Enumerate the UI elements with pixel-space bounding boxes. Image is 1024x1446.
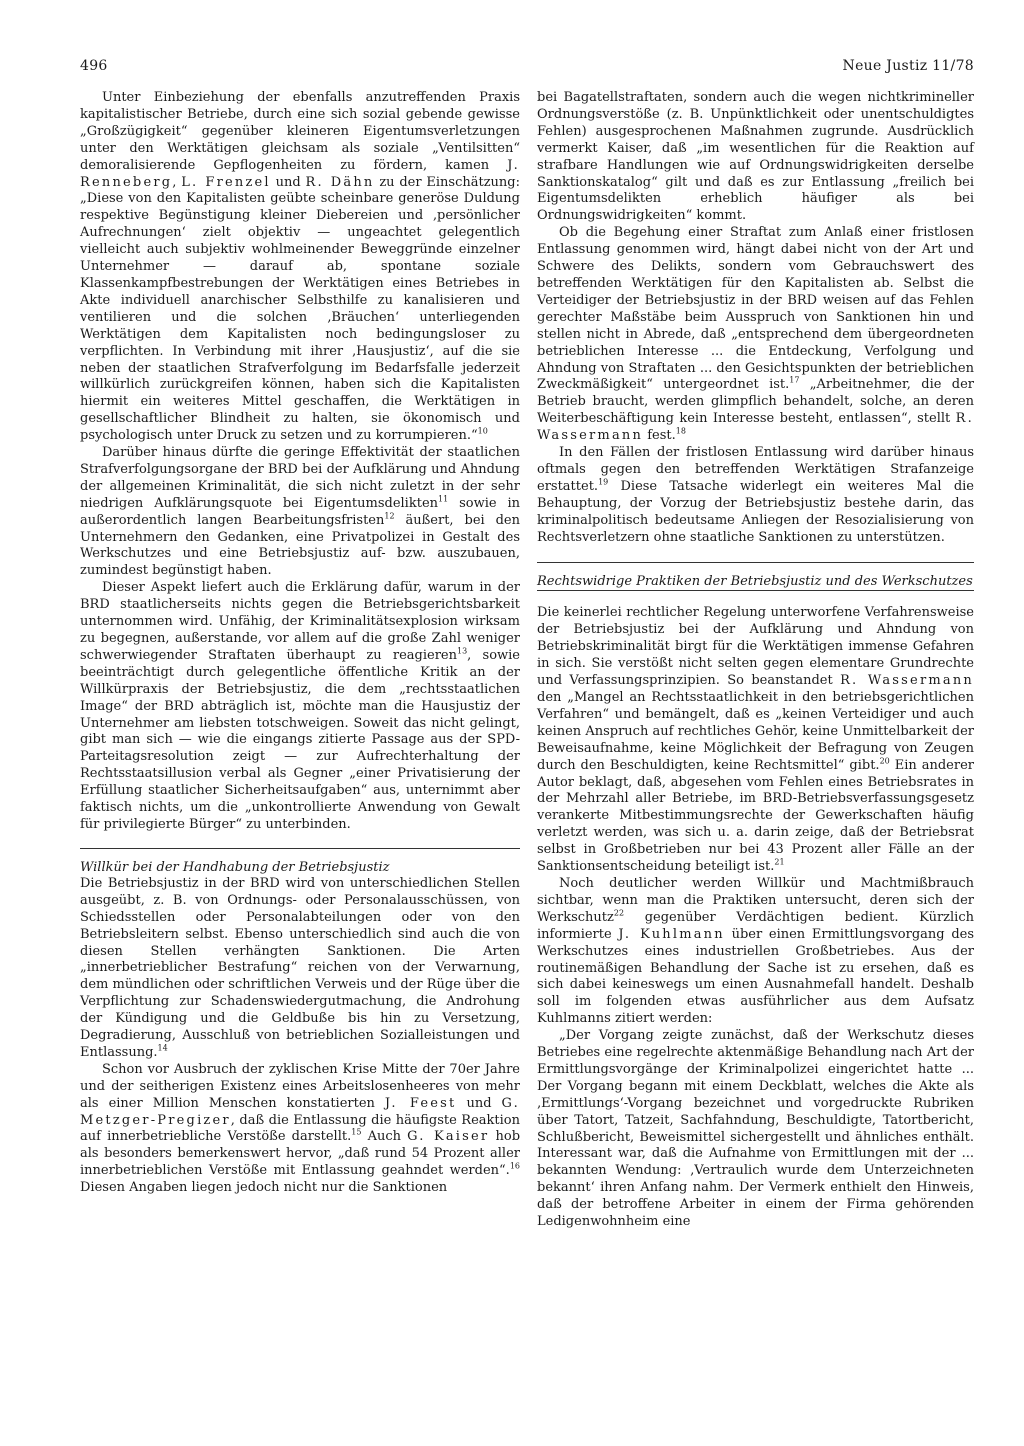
paragraph: bei Bagatellstraftaten, sondern auch die wegen nichtkrimineller Ordnungsverstöße (z. B. Unpünktlichkeit oder unentschuldigtes Fehlen) ausgesprochenen Maßnahmen zugrunde. Ausdrücklich vermerkt Kaiser, daß „im wesentlichen für die Reaktion auf strafbare Handlungen wie auf Ordnungswidrigkeiten derselbe Sanktionskatalog“ gilt und daß es zur Entlassung „freilich bei Eigentumsdelikten erheblich häufiger als bei Ordnungswidrigkeiten“ kommt. bbox=[537, 90, 974, 224]
section-divider bbox=[537, 590, 974, 591]
quotation-paragraph: „Der Vorgang zeigte zunächst, daß der Werkschutz dieses Betriebes eine regelrechte aktenmäßige Behandlung nach Art der Ermittlungsvorgänge der Kriminalpolizei eingerichtet hatte ... Der Vorgang begann mit einem Deckblatt, welches die Akte als ‚Ermittlungs‘-Vorgang bezeichnet und vorgedruckte Rubriken über Tatort, Tatzeit, Sachfahndung, Beschuldigte, Tatortbericht, Schlußbericht, Beweismittel sichergestellt und ähnliches enthält. Interessant war, daß die Aufnahme von Ermittlungen mit der ... bekannten Wendung: ‚Vertraulich wurde dem Unterzeichneten bekannt‘ ihren Anfang nahm. Der Vermerk enthielt den Hinweis, daß der betroffene Arbeiter in einem der Firma gehörenden Ledigenwohnheim eine bbox=[537, 1028, 974, 1230]
author-name: R. Wassermann bbox=[537, 411, 974, 444]
author-name: J. Kuhlmann bbox=[618, 926, 725, 942]
section-divider bbox=[537, 562, 974, 563]
journal-issue: Neue Justiz 11/78 bbox=[842, 58, 974, 74]
footnote-ref: 13 bbox=[456, 646, 468, 656]
section-divider bbox=[80, 848, 520, 849]
footnote-ref: 15 bbox=[351, 1128, 362, 1138]
author-name: R. Wassermann bbox=[840, 673, 974, 689]
footnote-ref: 11 bbox=[438, 494, 449, 504]
paragraph: Noch deutlicher werden Willkür und Machtmißbrauch sichtbar, wenn man die Praktiken untersucht, deren sich der Werkschutz$^{22}$ gegenüber Verdächtigen bedient. Kürzlich informierte J. Kuhlmann über einen Ermittlungsvorgang des Werkschutzes eines industriellen Großbetriebes. Aus der routinemäßigen Behandlung der Sache ist zu ersehen, daß es sich dabei keineswegs um einen Ausnahmefall handelt. Deshalb soll im folgenden etwas ausführlicher aus dem Aufsatz Kuhlmanns zitiert werden: bbox=[537, 875, 975, 1027]
left-column bbox=[80, 90, 520, 1197]
running-header bbox=[80, 58, 974, 82]
right-column bbox=[537, 90, 974, 1231]
paragraph: In den Fällen der fristlosen Entlassung wird darüber hinaus oftmals gegen den betreffenden Werktätigen Strafanzeige erstattet.$^{19}$ Diese Tatsache widerlegt ein weiteres Mal die Behauptung, der Vorzug der Betriebsjustiz bestehe darin, das kriminalpolitisch bedeutsame Anliegen der Resozialisierung von Rechtsverletzern ohne staatliche Sanktionen zu unterstützen. bbox=[537, 445, 974, 545]
paragraph: Dieser Aspekt liefert auch die Erklärung dafür, warum in der BRD staatlicherseits nichts gegen die Betriebsgerichtsbarkeit unternommen wird. Unfähig, der Kriminalitätsexplosion wirksam zu begegnen, außerstande, vor allem auf die große Zahl weniger schwerwiegender Straftaten überhaupt zu reagieren$^{13}$, sowie beeinträchtigt durch gelegentliche öffentliche Kritik an der Willkürpraxis der Betriebsjustiz, die dem „rechtsstaatlichen Image“ der BRD abträglich ist, möchte man die Hausjustiz der Unternehmer am liebsten totschweigen. Soweit das nicht gelingt, gibt man sich — wie die eingangs zitierte Passage aus der SPD-Parteitagsresolution zeigt — zur Aufrechterhaltung der Rechtsstaatsillusion verbal als Gegner „einer Privatisierung der Erfüllung staatlicher Sicherheitsaufgaben“ aus, unternimmt aber faktisch nichts, um die „unkontrollierte Anwendung von Gewalt für privilegierte Bürger“ zu unterbinden. bbox=[80, 580, 520, 832]
paragraph: Darüber hinaus dürfte die geringe Effektivität der staatlichen Strafverfolgungsorgane der BRD bei der Aufklärung und Ahndung der allgemeinen Kriminalität, die sich nicht zuletzt in der sehr niedrigen Aufklärungsquote bei Eigentumsdelikten$^{11}$ sowie in außerordentlich langen Bearbeitungsfristen$^{12}$ äußert, bei den Unternehmern den Gedanken, eine Privatpolizei in Gestalt des Werkschutzes und eine Betriebsjustiz auf- bzw. auszubauen, zumindest begünstigt haben. bbox=[80, 445, 521, 579]
paragraph: Schon vor Ausbruch der zyklischen Krise Mitte der 70er Jahre und der seitherigen Existenz eines Arbeitslosenheeres von mehr als einer Million Menschen konstatierten J. Feest und G. Metzger-Pregizer, daß die Entlassung die häufigste Reaktion auf innerbetriebliche Verstöße darstellt.$^{15}$ Auch G. Kaiser hob als besonders bemerkenswert hervor, „daß rund 54 Prozent aller innerbetrieblichen Verstöße mit Entlassung geahndet werden“.$^{16}$ Diesen Angaben liegen jedoch nicht nur die Sanktionen bbox=[80, 1061, 521, 1196]
paragraph: Die Betriebsjustiz in der BRD wird von unterschiedlichen Stellen ausgeübt, z. B. von Ordnungs- oder Personalausschüssen, von Schiedsstellen oder Personalabteilungen oder von den Betriebsleitern selbst. Ebenso unterschiedlich sind auch die von diesen Stellen verhängten Sanktionen. Die Arten „innerbetrieblicher Bestrafung“ reichen von der Verwarnung, dem mündlichen oder schriftlichen Verweis und der Rüge über die Verpflichtung zur Schadenswiedergutmachung, die Androhung der Kündigung und die Geldbuße bis hin zu Versetzung, Degradierung, Ausschluß von betrieblichen Sozialleistungen und Entlassung.$^{14}$ bbox=[80, 875, 520, 1060]
footnote-ref: 20 bbox=[879, 756, 890, 766]
author-name: J. Renneberg bbox=[80, 157, 520, 190]
footnote-ref: 21 bbox=[774, 857, 785, 867]
footnote-ref: 22 bbox=[613, 908, 625, 918]
page-number: 496 bbox=[80, 58, 108, 74]
author-name: G. Metzger-Pregizer bbox=[80, 1095, 520, 1128]
footnote-ref: 17 bbox=[789, 376, 800, 386]
section-heading: Rechtswidrige Praktiken der Betriebsjustiz und des Werkschutzes bbox=[537, 574, 973, 590]
author-name: L. Frenzel bbox=[181, 174, 271, 190]
author-name: J. Feest bbox=[384, 1095, 457, 1111]
paragraph: Die keinerlei rechtlicher Regelung unterworfene Verfahrensweise der Betriebsjustiz bei der Aufklärung und Ahndung von Betriebskriminalität birgt für die Werktätigen immense Gefahren in sich. Sie verstößt nicht selten gegen elementare Grundrechte und Verfassungsprinzipien. So beanstandet R. Wassermann den „Mangel an Rechtsstaatlichkeit in den betriebsgerichtlichen Verfahren“ und bemängelt, daß es „keinen Verteidiger und auch keinen Anspruch auf rechtliches Gehör, keine Unmittelbarkeit der Beweisaufnahme, keine Möglichkeit der Befragung von Zeugen durch den Beschuldigten, keine Rechtsmittel“ gibt.$^{20}$ Ein anderer Autor beklagt, daß, abgesehen vom Fehlen eines Betriebsrates in der Mehrzahl aller Betriebe, im BRD-Betriebsverfassungsgesetz verankerte Mitbestimmungsrechte der Gewerkschaften häufig verletzt werden, was sich u. a. darin zeige, daß der Betriebsrat selbst in Großbetrieben nur bei 43 Prozent aller Fälle an der Sanktionsentscheidung beteiligt ist.$^{21}$ bbox=[537, 605, 974, 875]
footnote-ref: 12 bbox=[384, 511, 395, 521]
paragraph: Ob die Begehung einer Straftat zum Anlaß einer fristlosen Entlassung genommen wird, hängt dabei nicht von der Art und Schwere des Delikts, sondern vom Gebrauchswert des betreffenden Werktätigen für den Kapitalisten ab. Selbst die Verteidiger der Betriebsjustiz in der BRD weisen auf das Fehlen gerechter Maßstäbe beim Ausspruch von Sanktionen hin und stellen nicht in Abrede, daß „entsprechend dem übergeordneten betrieblichen Interesse ... die Entdeckung, Verfolgung und Ahndung von Straftaten ... den Gesichtspunkten der betrieblichen Zweckmäßigkeit“ untergeordnet ist.$^{17}$ „Arbeitnehmer, die der Betrieb braucht, werden glimpflich behandelt, solche, an deren Weiterbeschäftigung kein Interesse besteht, entlassen“, stellt R. Wassermann fest.$^{18}$ bbox=[537, 225, 974, 444]
footnote-ref: 18 bbox=[675, 426, 686, 436]
section-heading: Willkür bei der Handhabung der Betriebsjustiz bbox=[80, 859, 390, 875]
footnote-ref: 16 bbox=[509, 1161, 520, 1171]
footnote-ref: 19 bbox=[598, 477, 609, 487]
paragraph: Unter Einbeziehung der ebenfalls anzutreffenden Praxis kapitalistischer Betriebe, durch eine sich sozial gebende gewisse „Großzügigkeit“ gegenüber kleineren Eigentumsverletzungen unter den Werktätigen gleichsam als soziale „Ventilsitten“ demoralisierende Gepflogenheiten zu fördern, kamen J. Renneberg, L. Frenzel und R. Dähn zu der Einschätzung: „Diese von den Kapitalisten geübte scheinbare generöse Duldung respektive Begünstigung kleiner Diebereien und ‚persönlicher Aufrechnungen‘ zielt objektiv — ungeachtet gelegentlich vielleicht auch subjektiv wohlmeinender Beweggründe einzelner Unternehmer — darauf ab, spontane soziale Klassenkampfbestrebungen der Werktätigen eines Betriebes in Akte individuell anarchischer Selbsthilfe zu kanalisieren und ventilieren und die solchen ‚Bräuchen‘ unterliegenden Werktätigen dem Kapitalisten noch bedingungsloser zu verpflichten. In Verbindung mit ihrer ‚Hausjustiz‘, auf die sie neben der staatlichen Strafverfolgung im Bedarfsfalle jederzeit willkürlich zurückgreifen können, haben sich die Kapitalisten hiermit ein weiteres Mittel geschaffen, die Werktätigen in gesellschaftlicher Blindheit zu halten, sie ökonomisch und psychologisch unter Druck zu setzen und zu korrumpieren.“$^{10}$ bbox=[80, 90, 520, 444]
footnote-ref: 10 bbox=[477, 426, 488, 436]
footnote-ref: 14 bbox=[157, 1043, 168, 1053]
author-name: R. Dähn bbox=[305, 174, 375, 190]
author-name: G. Kaiser bbox=[407, 1129, 490, 1145]
